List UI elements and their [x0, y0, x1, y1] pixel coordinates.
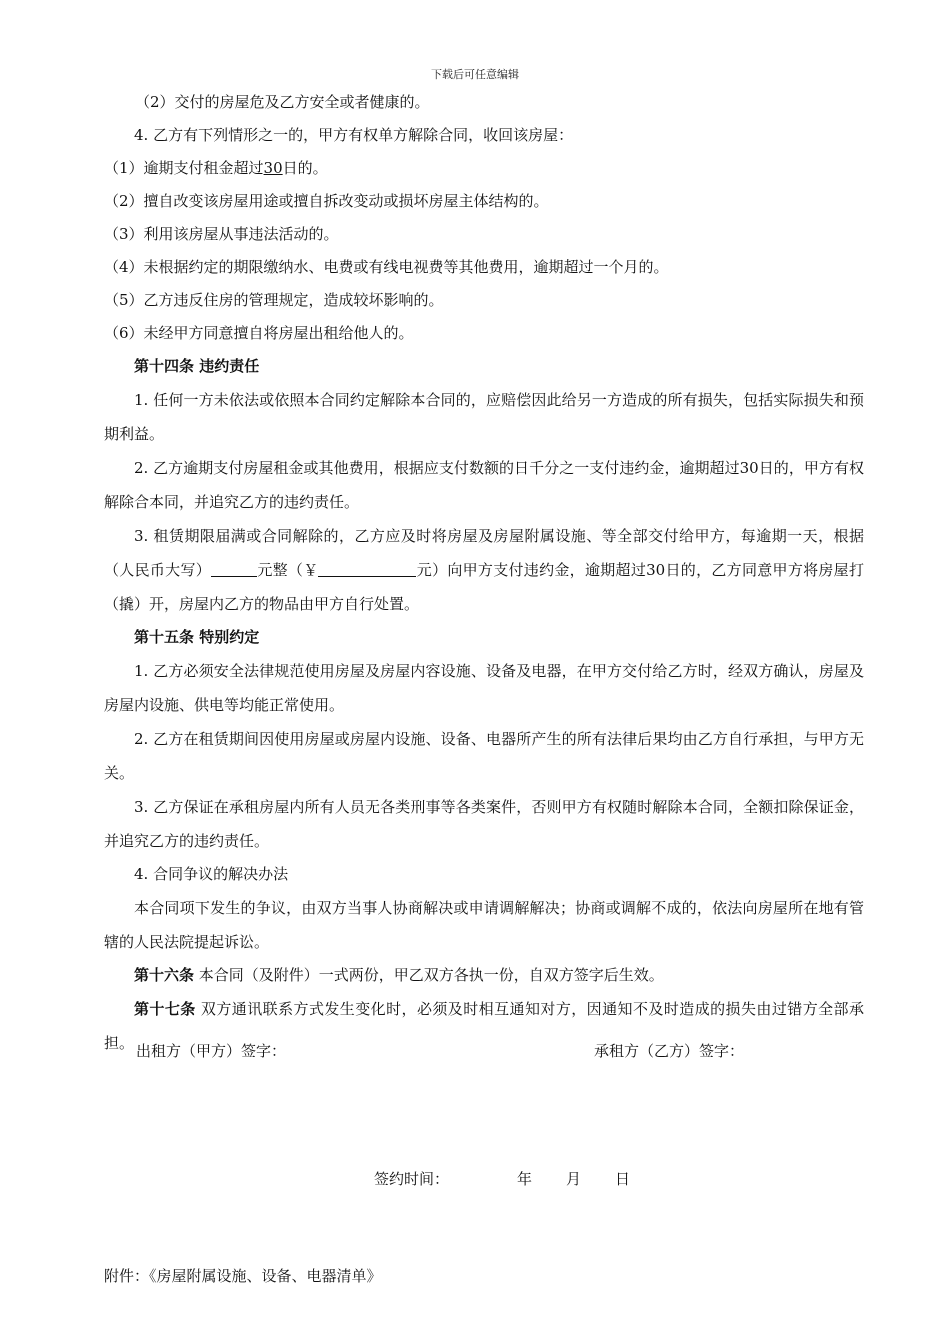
- clause-line: （4）未根据约定的期限缴纳水、电费或有线电视费等其他费用，逾期超过一个月的。: [104, 258, 669, 276]
- article-15-para-1: 1. 乙方必须安全法律规范使用房屋及房屋内容设施、设备及电器，在甲方交付给乙方时，经双方确认，房屋及房屋内设施、供电等均能正常使用。: [104, 662, 864, 714]
- article-16-title: 第十六条: [134, 966, 195, 984]
- article-15-para-4: 4. 合同争议的解决办法: [134, 865, 289, 883]
- article-14-para-2: 2. 乙方逾期支付房屋租金或其他费用，根据应支付数额的日千分之一支付违约金，逾期超过30日的，甲方有权解除合本同，并追究乙方的违约责任。: [104, 459, 864, 511]
- overdue-days: 30: [263, 159, 283, 177]
- clause-text: 3. 租赁期限届满或合同解除的，乙方应及时将房屋及房屋附属设施、等全部交付给甲方，每逾期一天，根据（人民币大写）: [104, 527, 864, 579]
- clause-text: 元）向甲方支付违约金，逾期超过30日的，乙方同意甲方将房屋打（撬）开，房屋内乙方的物品由甲方自行处置。: [104, 561, 864, 613]
- article-16-text: 本合同（及附件）一式两份，甲乙双方各执一份，自双方签字后生效。: [194, 966, 664, 984]
- clause-line: （2）交付的房屋危及乙方安全或者健康的。: [135, 93, 430, 111]
- article-14-title: 第十四条 违约责任: [134, 357, 260, 375]
- article-16: [104, 959, 864, 992]
- article-15-para-3: 3. 乙方保证在承租房屋内所有人员无各类刑事等各类案件，否则甲方有权随时解除本合同，全额扣除保证金，并追究乙方的违约责任。: [104, 798, 864, 850]
- lessee-signature-label: 承租方（乙方）签字：: [594, 1042, 745, 1060]
- article-15-title: 第十五条 特别约定: [134, 628, 260, 646]
- clause-line: 4. 乙方有下列情形之一的，甲方有权单方解除合同，收回该房屋：: [134, 126, 574, 144]
- clause-line: （3）利用该房屋从事违法活动的。: [104, 225, 339, 243]
- date-label: 签约时间：: [374, 1170, 450, 1188]
- article-15-para-2: 2. 乙方在租赁期间因使用房屋或房屋内设施、设备、电器所产生的所有法律后果均由乙方自行承担，与甲方无关。: [104, 730, 864, 782]
- clause-line: [104, 152, 864, 185]
- contract-page: [104, 86, 864, 1060]
- clause-text: 元整（￥: [257, 561, 319, 579]
- signature-row: [0, 1040, 950, 1064]
- amount-words-blank[interactable]: [211, 561, 257, 577]
- clause-line: （2）擅自改变该房屋用途或擅自拆改变动或损坏房屋主体结构的。: [104, 192, 549, 210]
- article-14-para-3: [104, 519, 864, 621]
- article-14-para-1: 1. 任何一方未依法或依照本合同约定解除本合同的，应赔偿因此给另一方造成的所有损失，包括实际损失和预期利益。: [104, 391, 864, 443]
- lessor-signature-label: 出租方（甲方）签字：: [136, 1042, 287, 1060]
- clause-text: 日的。: [282, 159, 328, 177]
- date-year: 年: [517, 1170, 533, 1188]
- article-15-para-5: 本合同项下发生的争议，由双方当事人协商解决或申请调解解决；协商或调解不成的，依法向房屋所在地有管辖的人民法院提起诉讼。: [104, 899, 864, 951]
- article-17-title: 第十七条: [134, 1000, 196, 1018]
- article-17-text: 双方通讯联系方式发生变化时，必须及时相互通知对方，因通知不及时造成的损失由过错方全部承担。: [104, 1000, 864, 1052]
- amount-figure-blank[interactable]: [318, 561, 416, 577]
- date-day: 日: [615, 1170, 631, 1188]
- signing-date: [374, 1168, 630, 1189]
- header-note: 下载后可任意编辑: [431, 68, 519, 81]
- clause-line: （5）乙方违反住房的管理规定，造成较坏影响的。: [104, 291, 444, 309]
- clause-line: （6）未经甲方同意擅自将房屋出租给他人的。: [104, 324, 414, 342]
- attachment-note: 附件：《房屋附属设施、设备、电器清单》: [104, 1267, 382, 1285]
- clause-text: （1）逾期支付租金超过: [104, 159, 264, 177]
- date-month: 月: [566, 1170, 582, 1188]
